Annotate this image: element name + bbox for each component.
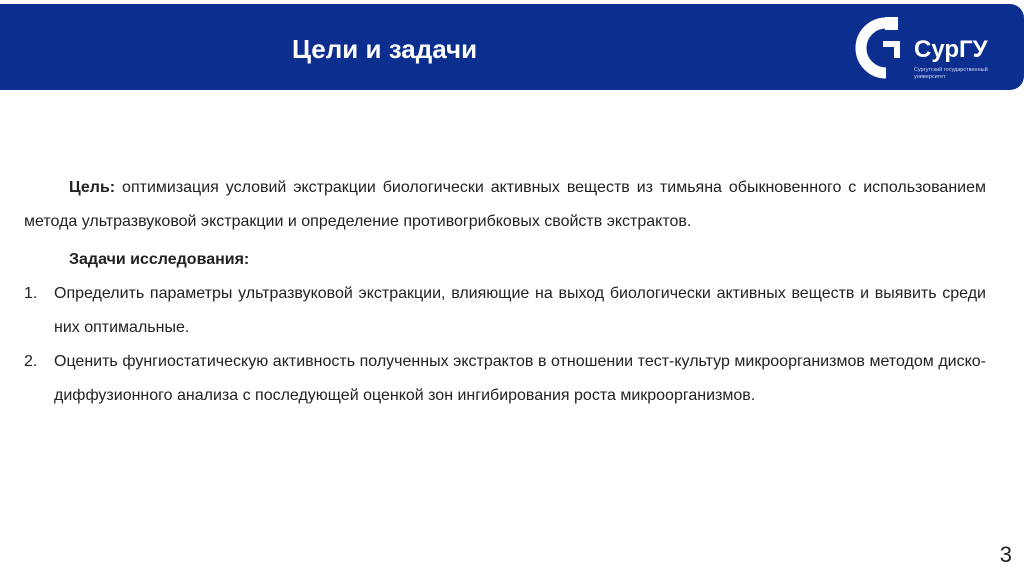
tasks-list: [24, 277, 986, 413]
surgu-logo-icon: [852, 13, 912, 83]
tasks-heading: Задачи исследования:: [69, 251, 250, 268]
logo-name: СурГУ: [914, 36, 988, 63]
list-item: [24, 277, 986, 345]
slide-content: [24, 171, 986, 413]
task-number: 1.: [24, 285, 38, 302]
goal-paragraph: [24, 171, 986, 239]
task-text: Оценить фунгиостатическую активность полученных экстрактов в отношении тест-культур микроорганизмов методом диско-диффузионного анализа с последующей оценкой зон ингибирования роста микроорганизмов.: [54, 353, 986, 404]
page-number: 3: [999, 542, 1012, 567]
task-text: Определить параметры ультразвуковой экстракции, влияющие на выход биологически активных веществ и выявить среди них оптимальные.: [54, 285, 986, 336]
header-bar: [0, 4, 1024, 90]
task-number: 2.: [24, 353, 38, 370]
goal-label: Цель:: [69, 179, 116, 196]
page-title: Цели и задачи: [292, 34, 478, 64]
goal-text: оптимизация условий экстракции биологически активных веществ из тимьяна обыкновенного с использованием метода ультразвуковой экстракции и определение противогрибковых свойств экстрактов.: [24, 179, 986, 230]
logo-subtitle: Сургутский государственный университет: [914, 67, 988, 80]
list-item: [24, 345, 986, 413]
university-logo: [852, 13, 1002, 83]
